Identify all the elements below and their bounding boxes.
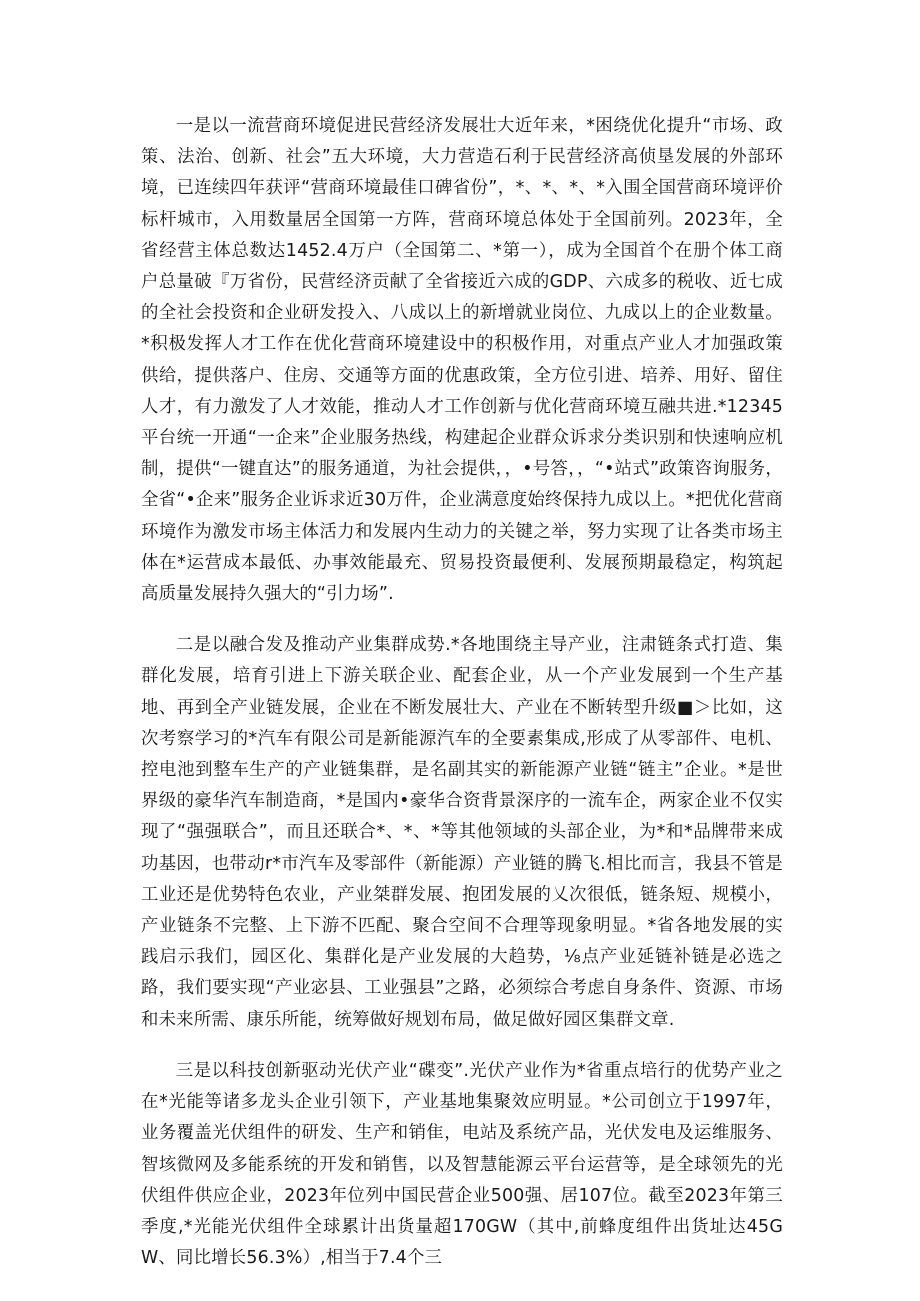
paragraph-2: 二是以融合发及推动产业集群成势.*各地围绕主导产业，注肃链条式打造、集群化发展，培育引进上下游关联企业、配套企业，从一个产业发展到一个生产基地、再到全产业链发展，企业在不断发展壮大、产业在不断转型升级■＞比如，这次考察学习的*汽车有限公司是新能源汽车的全要素集成,形成了从零部件、电机、控电池到整车生产的产业链集群，是名副其实的新能源产业链“链主”企业。*是世界级的豪华汽车制造商，*是国内•豪华合资背景深序的一流车企，两家企业不仅实现了“强强联合”，而且还联合*、*、*等其他领域的头部企业，为*和*品牌带来成功基因，也带动r*市汽车及零部件（新能源）产业链的腾飞.相比而言，我县不管是工业还是优势特色农业，产业桀群发展、抱团发展的乂次很低，链条短、规模小，产业链条不完整、上下游不匹配、聚合空间不合理等现象明显。*省各地发展的实践启示我们，园区化、集群化是产业发展的大趋势，⅛点产业延链补链是必选之路，我们要实现“产业宓县、工业强县”之路，必须综合考虑自身条件、资源、市场和未来所需、康乐所能，统筹做好规划布局，做足做好园区集群文章.: [141, 635, 783, 1030]
paragraph-1: 一是以一流营商环境促进民营经济发展壮大近年来，*困绕优化提升“市场、政策、法治、创新、社会”五大环境，大力营造石利于民营经济高侦垦发展的外部环境，已连续四年获评“营商环境最佳口碑省份”，*、*、*、*入围全国营商环境评价标杆城市，入用数量居全国第一方阵，营商环境总体处于全国前列。2023年，全省经营主体总数达1452.4万户（全国第二、*第一），成为全国首个在册个体工商户总量破『万省份，民营经济贡献了全省接近六成的GDP、六成多的税收、近七成的全社会投资和企业研发投入、八成以上的新增就业岗位、九成以上的企业数量。*积极发挥人才工作在优化营商环境建设中的积极作用，对重点产业人才加强政策供给，提供落户、住房、交通等方面的优惠政策，全方位引进、培养、用好、留住人才，有力激发了人才效能，推动人才工作创新与优化营商环境互融共进.*12345平台统一开通“一企来”企业服务热线，构建起企业群众诉求分类识别和快速响应机制，提供“一键直达”的服务通道，为社会提供，，•号答，，“•站式”政策咨询服务，全省“•企来”服务企业诉求近30万件，企业满意度始终保持九成以上。*把优化营商环境作为激发市场主体活力和发展内生动力的关键之举，努力实现了让各类市场主体在*运营成本最低、办事效能最充、贸易投资最便利、发展预期最稳定，构筑起高质量发展持久强大的“引力场”.: [141, 116, 783, 605]
document-body: [141, 111, 783, 1294]
paragraph-3: 三是以科技创新驱动光伏产业“碟变”.光伏产业作为*省重点培行的优势产业之在*光能等诸多龙头企业引领下，产业基地集聚效应明显。*公司创立于1997年，业务覆盖光伏组件的研发、生产和销隹，电站及系统产品，光伏发电及运维服务、智垓微网及多能系统的开发和销售，以及智慧能源云平台运营等，是全球领先的光伏组件供应企业，2023年位列中国民营企业500强、居107位。截至2023年第三季度,*光能光伏组件全球累计出货量超170GW（其中,前蜂度组件出货址达45GW、同比增长56.3%）,相当于7.4个三: [141, 1060, 783, 1269]
